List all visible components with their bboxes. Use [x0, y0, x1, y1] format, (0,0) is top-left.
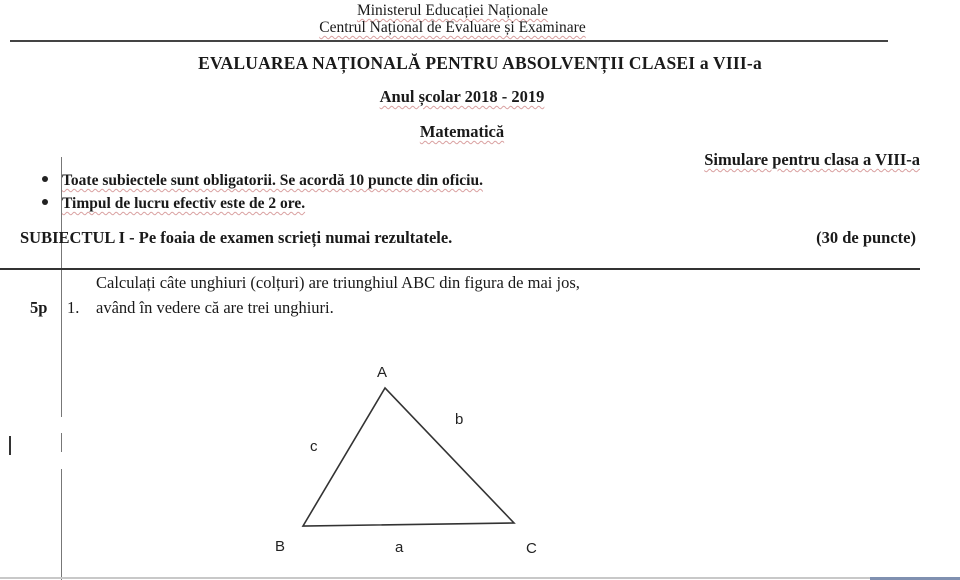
center-text: Centrul Național de Evaluare și Examinare — [319, 19, 586, 36]
side-c-label: c — [310, 438, 318, 455]
question-number: 1. — [67, 298, 80, 317]
vertex-b-label: B — [275, 538, 286, 555]
vertex-c-label: C — [526, 540, 537, 557]
section-title: SUBIECTUL I - Pe foaia de examen scrieți numai rezultatele. — [20, 228, 453, 247]
ministry-text: Ministerul Educației Naționale — [356, 2, 549, 19]
question-score: 5p — [30, 298, 48, 317]
triangle-abc — [303, 388, 514, 526]
vertex-a-label: A — [377, 364, 388, 381]
subject-text: Matematică — [419, 122, 505, 141]
question-line-2: având în vedere că are trei unghiuri. — [96, 298, 334, 317]
question-line-1: Calculați câte unghiuri (colțuri) are triunghiul ABC din figura de mai jos, — [96, 273, 580, 292]
instruction-text: Toate subiectele sunt obligatorii. Se acordă 10 puncte din oficiu. — [62, 172, 483, 189]
school-year-text: Anul școlar 2018 - 2019 — [379, 87, 545, 106]
simulation-text: Simulare pentru clasa a VIII-a — [704, 150, 920, 169]
instruction-text: Timpul de lucru efectiv este de 2 ore. — [62, 195, 306, 212]
section-points: (30 de puncte) — [816, 228, 916, 247]
side-a-label: a — [395, 539, 404, 556]
bottom-edge — [0, 577, 870, 579]
side-b-label: b — [455, 411, 464, 428]
exam-title: EVALUAREA NAȚIONALĂ PENTRU ABSOLVENȚII CLASEI a VIII-a — [198, 53, 762, 73]
